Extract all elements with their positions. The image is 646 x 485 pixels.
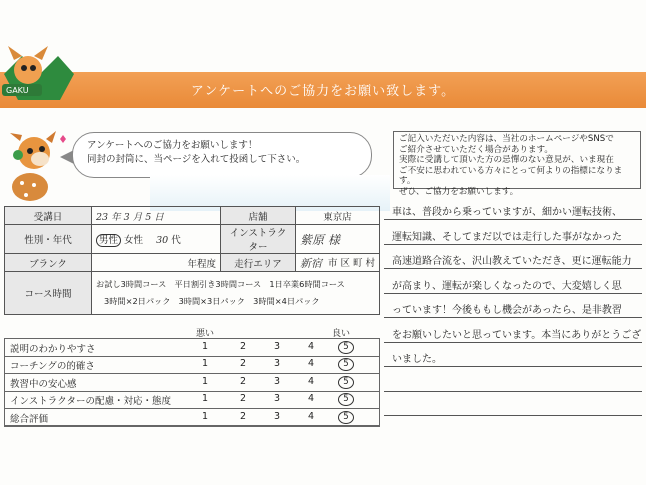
rating-option[interactable]: 3 [273,393,281,405]
area-label: 走行エリア [221,254,296,272]
blank-unit: 年程度 [92,254,221,272]
rating-selected[interactable]: 5 [338,358,354,371]
male-option: 男性 [96,234,121,247]
rating-option[interactable]: 4 [307,375,315,387]
area-cell [296,254,380,272]
blank-label: ブランク [5,254,92,272]
age-unit: 代 [171,235,181,246]
rating-option[interactable]: 1 [201,358,209,370]
comment-rule [384,342,642,343]
rating-option[interactable]: 4 [307,393,315,405]
store-label: 店舗 [221,207,296,225]
course-options [92,272,380,315]
rating-good-label: 良い [332,329,351,339]
gender-label: 性別・年代 [5,225,92,254]
age-value: 30 [156,235,169,246]
notice-box [393,131,641,197]
rating-row [4,391,380,409]
rating-row [4,356,380,374]
comment-line: が高まり、運転が楽しくなったので、大変嬉しく思 [392,280,622,292]
instructor-label: インストラクター [221,225,296,254]
store-value: 東京店 [296,207,380,225]
comment-rule [384,415,642,416]
course-line-2: 3時間×2日パック 3時間×3日パック 3時間×4日パック [104,296,320,306]
rating-row [4,409,380,427]
course-label: コース時間 [5,272,92,315]
comment-rule [384,219,642,220]
comment-rule [384,366,642,367]
rating-option[interactable]: 1 [201,341,209,352]
notice-line: ご不安に思われている方々にとって何よりの指標になります。 [399,165,623,187]
bubble-line-2: 同封の封筒に、当ページを入れて投函して下さい。 [87,154,306,165]
notice-line: 実際に受講して頂いた方の忌憚のない意見が、いま現在 [399,155,614,166]
comment-line: 高速道路合流を、沢山教えていただき、更に運転能力 [392,256,632,267]
rating-row [4,374,380,392]
date-value: 23 年 3 月 5 日 [92,207,221,225]
rating-option[interactable]: 1 [201,393,209,405]
comment-rule [384,244,642,245]
rating-option[interactable]: 4 [307,358,315,370]
rating-bad-label: 悪い [196,329,215,339]
rating-option[interactable]: 2 [239,410,247,422]
rating-option[interactable]: 3 [273,341,281,352]
rating-row [4,339,380,357]
notice-line: ご記入いただいた内容は、当社のホームページやSNSで [399,134,614,144]
notice-line: ぜひ、ご協力をお願いします。 [399,186,519,197]
instructor-value: 紫原 様 [296,225,380,254]
notice-line: ご紹介させていただく場合があります。 [399,144,554,155]
comment-line: いました。 [392,354,442,365]
logo-text: GAKU [6,86,29,95]
rating-option[interactable]: 4 [307,410,315,422]
area-value: 新宿 [300,256,322,270]
page-title: アンケートへのご協力をお願い致します。 [190,84,456,99]
rating-option[interactable]: 3 [273,358,281,370]
comment-area [384,197,642,437]
rating-option[interactable]: 2 [239,341,247,352]
bubble-line-1: アンケートへのご協力をお願いします！ [87,140,258,151]
rating-label: コーチングの的確さ [10,361,95,373]
rating-option[interactable]: 1 [201,410,209,422]
rating-option[interactable]: 1 [201,375,209,387]
deer-mascot [0,125,68,205]
course-line-1: お試し3時間コース 平日割引き3時間コース 1日卒業6時間コース [96,279,345,289]
comment-rule [384,317,642,318]
rating-option[interactable]: 3 [273,375,281,387]
rating-label: 教習中の安心感 [10,378,77,390]
rating-option[interactable]: 3 [273,410,281,422]
rating-label: インストラクターの配慮・対応・態度 [10,396,172,408]
rating-selected[interactable]: 5 [338,393,354,406]
school-logo [0,40,78,110]
comment-line: 運転知識、そしてまだ以では走行した事がなかった [392,231,622,243]
comment-line: っています！今後ももし機会があったら、是非教習 [392,305,622,316]
rating-selected[interactable]: 5 [338,341,354,354]
rating-option[interactable]: 2 [239,358,247,370]
rating-label: 総合評価 [10,413,49,425]
instruction-bubble [72,132,372,178]
rating-option[interactable]: 2 [239,393,247,405]
gender-age-cell [92,225,221,254]
area-units: 市 区 町 村 [327,257,375,269]
comment-rule [384,268,642,269]
rating-label: 説明のわかりやすさ [10,344,96,355]
date-label: 受講日 [5,207,92,225]
rating-selected[interactable]: 5 [338,376,354,389]
comment-rule [384,391,642,392]
comment-line: をお願いしたいと思っています。本当にありがとうござ [392,329,642,341]
rating-selected[interactable]: 5 [338,411,354,424]
female-option: 女性 [124,235,144,246]
rating-option[interactable]: 4 [307,341,315,352]
comment-rule [384,293,642,294]
rating-option[interactable]: 2 [239,375,247,387]
info-table [4,206,380,315]
comment-line: 車は、普段から乗っていますが、細かい運転技術、 [392,207,622,218]
